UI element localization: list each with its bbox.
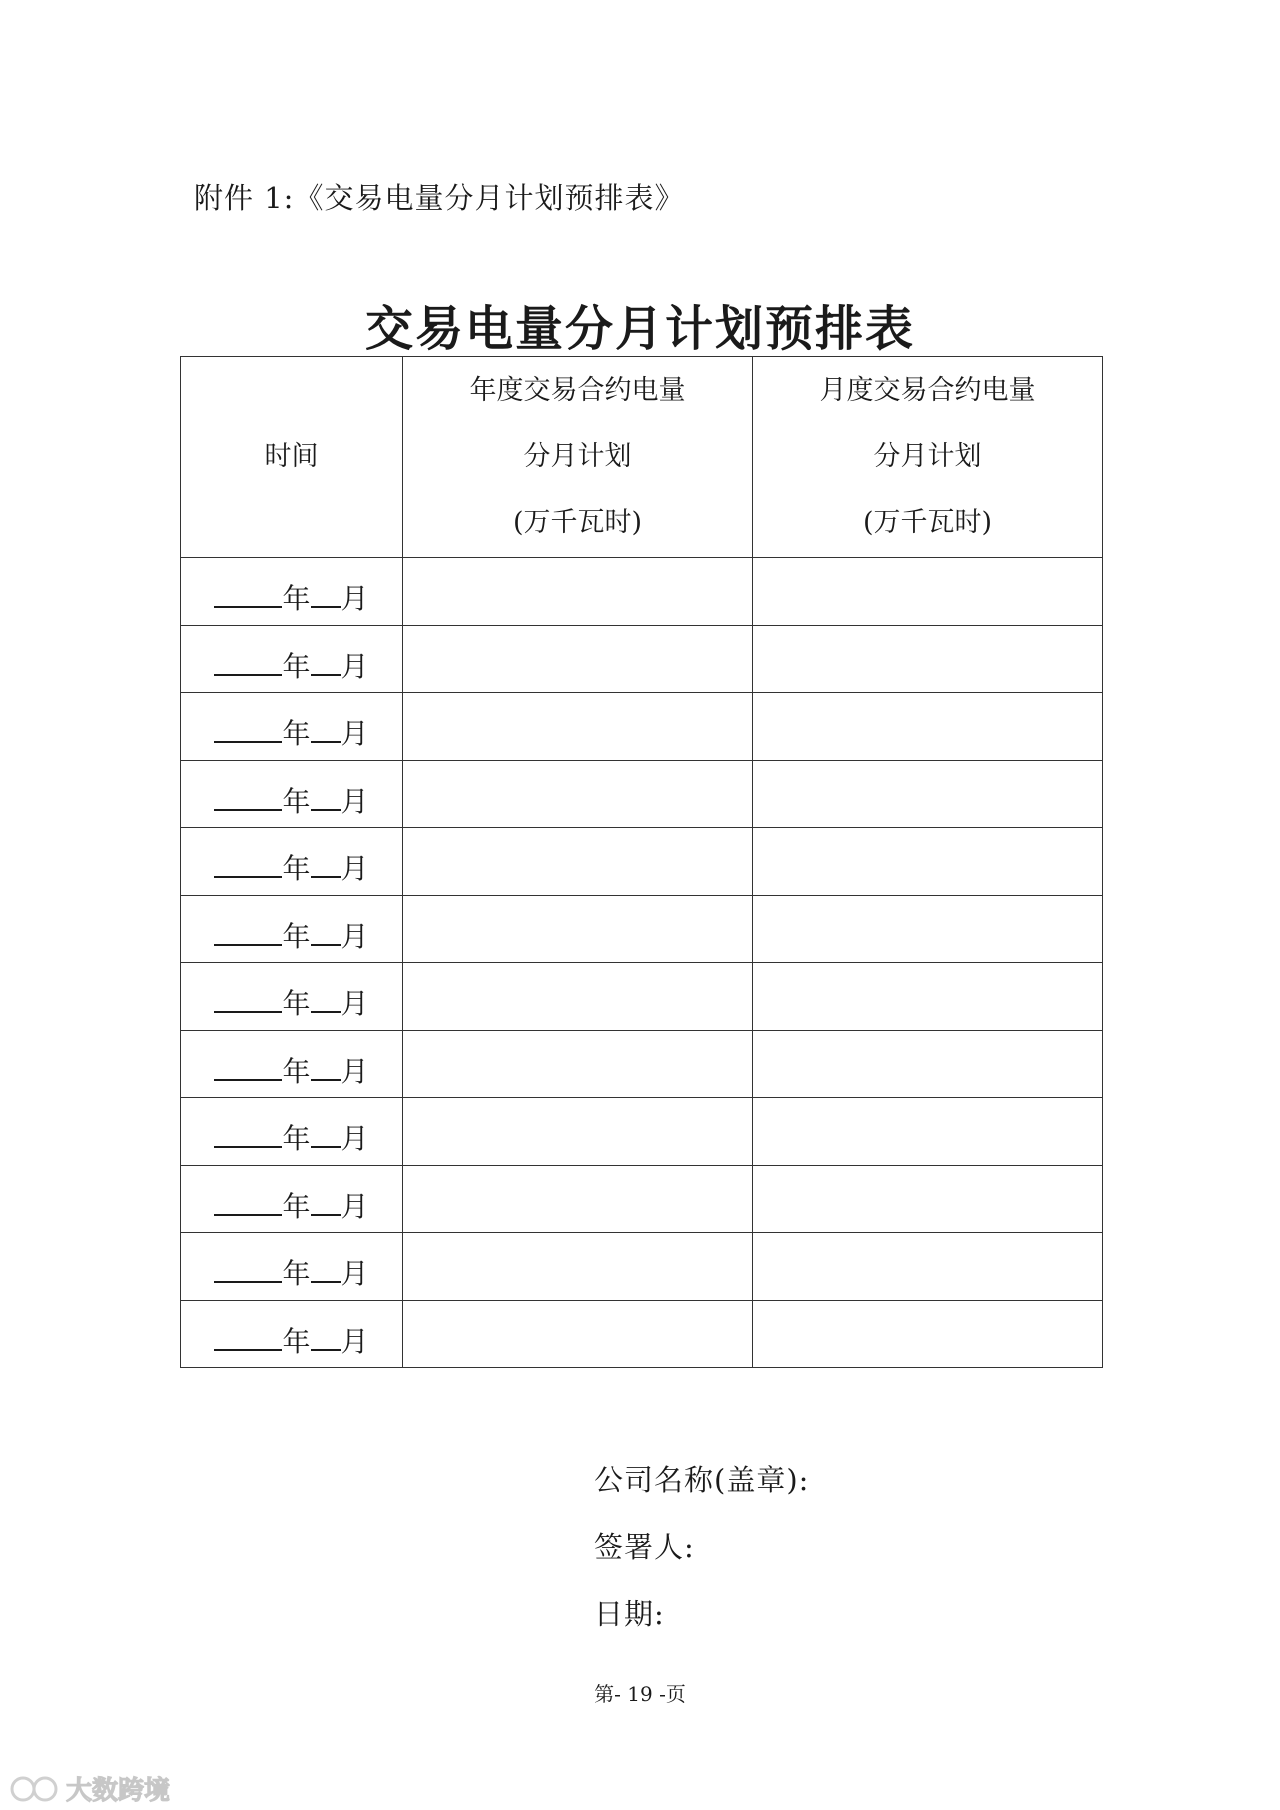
header-monthly bbox=[753, 357, 1103, 558]
month-label: 月 bbox=[340, 784, 369, 818]
year-label: 年 bbox=[282, 1122, 311, 1156]
month-label: 月 bbox=[340, 987, 369, 1021]
date-cell bbox=[181, 963, 403, 1031]
month-blank bbox=[311, 850, 341, 878]
header-annual-line1: 年度交易合约电量 bbox=[469, 375, 686, 406]
year-blank bbox=[214, 1053, 282, 1081]
header-time-label: 时间 bbox=[264, 441, 319, 472]
annual-plan-cell bbox=[403, 1300, 753, 1368]
month-blank bbox=[311, 648, 341, 676]
watermark-text: 大数跨境 bbox=[66, 1776, 171, 1806]
watermark bbox=[8, 1770, 170, 1807]
header-annual-unit: (万千瓦时) bbox=[512, 507, 643, 538]
month-label: 月 bbox=[340, 919, 369, 953]
month-blank bbox=[311, 580, 341, 608]
year-label: 年 bbox=[282, 1189, 311, 1223]
date-cell bbox=[181, 625, 403, 693]
month-blank bbox=[311, 985, 341, 1013]
table-row bbox=[181, 625, 1103, 693]
date-cell bbox=[181, 1030, 403, 1098]
table-body bbox=[181, 558, 1103, 1368]
year-blank bbox=[214, 715, 282, 743]
date-cell bbox=[181, 760, 403, 828]
table-row bbox=[181, 1098, 1103, 1166]
year-label: 年 bbox=[282, 1324, 311, 1358]
table-row bbox=[181, 558, 1103, 626]
month-blank bbox=[311, 1120, 341, 1148]
monthly-plan-cell bbox=[753, 1300, 1103, 1368]
year-blank bbox=[214, 580, 282, 608]
header-monthly-line2: 分月计划 bbox=[873, 441, 982, 472]
document-title: 交易电量分月计划预排表 bbox=[364, 301, 915, 357]
month-blank bbox=[311, 1188, 341, 1216]
year-blank bbox=[214, 918, 282, 946]
month-blank bbox=[311, 1053, 341, 1081]
month-blank bbox=[311, 715, 341, 743]
month-label: 月 bbox=[340, 582, 369, 616]
month-blank bbox=[311, 783, 341, 811]
annual-plan-cell bbox=[403, 625, 753, 693]
plan-table bbox=[180, 356, 1103, 1368]
monthly-plan-cell bbox=[753, 1098, 1103, 1166]
month-label: 月 bbox=[340, 1054, 369, 1088]
date-cell bbox=[181, 1233, 403, 1301]
year-label: 年 bbox=[282, 987, 311, 1021]
monthly-plan-cell bbox=[753, 558, 1103, 626]
date-cell bbox=[181, 1165, 403, 1233]
monthly-plan-cell bbox=[753, 1165, 1103, 1233]
month-label: 月 bbox=[340, 852, 369, 886]
year-label: 年 bbox=[282, 784, 311, 818]
annual-plan-cell bbox=[403, 895, 753, 963]
table-row bbox=[181, 828, 1103, 896]
annual-plan-cell bbox=[403, 963, 753, 1031]
year-blank bbox=[214, 850, 282, 878]
year-label: 年 bbox=[282, 649, 311, 683]
year-label: 年 bbox=[282, 717, 311, 751]
monthly-plan-cell bbox=[753, 760, 1103, 828]
monthly-plan-cell bbox=[753, 625, 1103, 693]
month-label: 月 bbox=[340, 649, 369, 683]
header-monthly-unit: (万千瓦时) bbox=[862, 507, 993, 538]
monthly-plan-cell bbox=[753, 963, 1103, 1031]
month-label: 月 bbox=[340, 1122, 369, 1156]
table-header-row bbox=[181, 357, 1103, 558]
monthly-plan-cell bbox=[753, 693, 1103, 761]
header-time bbox=[181, 357, 403, 558]
month-blank bbox=[311, 918, 341, 946]
date-cell bbox=[181, 693, 403, 761]
month-label: 月 bbox=[340, 1189, 369, 1223]
header-annual-line2: 分月计划 bbox=[523, 441, 632, 472]
monthly-plan-cell bbox=[753, 1030, 1103, 1098]
month-label: 月 bbox=[340, 1324, 369, 1358]
annual-plan-cell bbox=[403, 828, 753, 896]
year-blank bbox=[214, 1120, 282, 1148]
month-blank bbox=[311, 1323, 341, 1351]
date-cell bbox=[181, 1098, 403, 1166]
date-cell bbox=[181, 1300, 403, 1368]
date-label: 日期: bbox=[594, 1597, 665, 1631]
annual-plan-cell bbox=[403, 1030, 753, 1098]
year-blank bbox=[214, 783, 282, 811]
watermark-logo-icon bbox=[8, 1774, 60, 1804]
month-blank bbox=[311, 1255, 341, 1283]
table-row bbox=[181, 1030, 1103, 1098]
monthly-plan-cell bbox=[753, 1233, 1103, 1301]
year-label: 年 bbox=[282, 582, 311, 616]
table-row bbox=[181, 1300, 1103, 1368]
year-blank bbox=[214, 1323, 282, 1351]
date-cell bbox=[181, 828, 403, 896]
year-label: 年 bbox=[282, 1257, 311, 1291]
attachment-label: 附件 1:《交易电量分月计划预排表》 bbox=[194, 181, 685, 215]
annual-plan-cell bbox=[403, 1233, 753, 1301]
table-row bbox=[181, 1165, 1103, 1233]
table-row bbox=[181, 1233, 1103, 1301]
month-label: 月 bbox=[340, 1257, 369, 1291]
annual-plan-cell bbox=[403, 558, 753, 626]
page-number: 第- 19 -页 bbox=[594, 1682, 686, 1706]
year-blank bbox=[214, 648, 282, 676]
monthly-plan-cell bbox=[753, 895, 1103, 963]
table-row bbox=[181, 895, 1103, 963]
header-annual bbox=[403, 357, 753, 558]
table-row bbox=[181, 963, 1103, 1031]
annual-plan-cell bbox=[403, 693, 753, 761]
year-blank bbox=[214, 1188, 282, 1216]
monthly-plan-cell bbox=[753, 828, 1103, 896]
date-cell bbox=[181, 895, 403, 963]
year-label: 年 bbox=[282, 919, 311, 953]
company-name-label: 公司名称(盖章): bbox=[594, 1463, 810, 1497]
signer-label: 签署人: bbox=[594, 1530, 695, 1564]
annual-plan-cell bbox=[403, 1165, 753, 1233]
year-label: 年 bbox=[282, 1054, 311, 1088]
annual-plan-cell bbox=[403, 1098, 753, 1166]
annual-plan-cell bbox=[403, 760, 753, 828]
year-label: 年 bbox=[282, 852, 311, 886]
header-monthly-line1: 月度交易合约电量 bbox=[819, 375, 1036, 406]
table-row bbox=[181, 760, 1103, 828]
table-row bbox=[181, 693, 1103, 761]
date-cell bbox=[181, 558, 403, 626]
month-label: 月 bbox=[340, 717, 369, 751]
year-blank bbox=[214, 1255, 282, 1283]
year-blank bbox=[214, 985, 282, 1013]
